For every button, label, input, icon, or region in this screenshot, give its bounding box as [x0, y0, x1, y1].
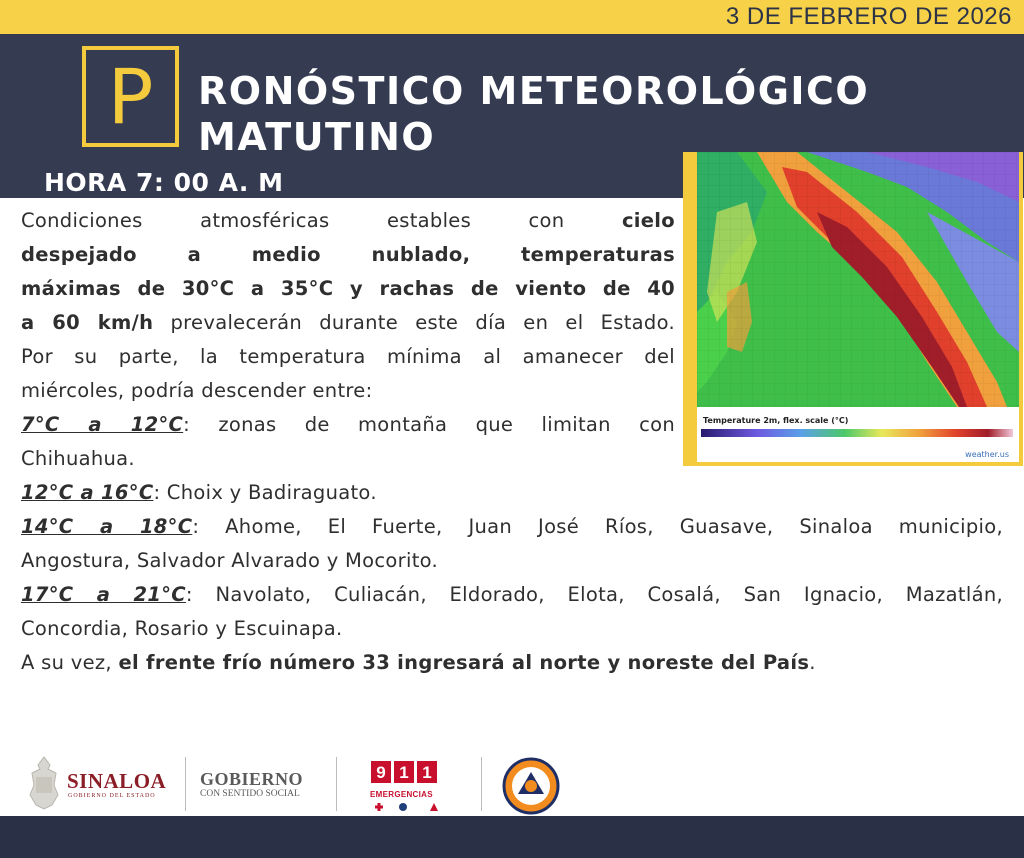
svg-text:1: 1 [399, 763, 409, 782]
map-legend-title: Temperature 2m, flex. scale (°C) [703, 416, 849, 425]
emergency-911-logo [371, 761, 439, 785]
temperature-range: 17°C a 21°C [21, 583, 186, 606]
page-title [198, 68, 869, 160]
range-line [21, 442, 1003, 476]
svg-text:9: 9 [376, 763, 386, 782]
text-run-bold: despejado a medio nublado, temperaturas [21, 243, 675, 266]
gobierno-logo-subtitle: CON SENTIDO SOCIAL [200, 789, 300, 799]
text-run-bold: máximas de 30°C a 35°C y rachas de viento de 40 [21, 277, 675, 300]
forecast-line [21, 374, 1003, 408]
logo-divider [481, 757, 482, 811]
range-line [21, 544, 1003, 578]
closing-line [21, 646, 1003, 680]
report-date: 3 DE FEBRERO DE 2026 [725, 3, 1012, 30]
temperature-range: 12°C a 16°C [21, 481, 154, 504]
range-zones: : Ahome, El Fuerte, Juan José Ríos, Guasave, Sinaloa municipio, [192, 515, 1003, 538]
range-line [21, 578, 1003, 612]
forecast-line [21, 204, 675, 238]
temperature-range: 7°C a 12°C [21, 413, 184, 436]
title-line-1: RONÓSTICO METEOROLÓGICO [198, 69, 870, 113]
range-line [21, 476, 1003, 510]
text-run-bold: cielo [621, 209, 675, 232]
forecast-line [21, 340, 675, 374]
range-line [21, 612, 1003, 646]
text-run-bold: a 60 km/h [21, 311, 154, 334]
range-zones: Chihuahua. [21, 447, 135, 470]
text-run: Por su parte, la temperatura mínima al amanecer del [21, 345, 675, 368]
gobierno-logo-text: GOBIERNO [200, 769, 304, 789]
temperature-range: 14°C a 18°C [21, 515, 193, 538]
text-run: prevalecerán durante este día en el Estado. [153, 311, 675, 334]
title-line-2: MATUTINO [198, 115, 436, 159]
range-zones: Angostura, Salvador Alvarado y Mocorito. [21, 549, 439, 572]
range-line [21, 408, 675, 442]
forecast-text [21, 204, 1003, 680]
range-zones: : Navolato, Culiacán, Eldorado, Elota, Cosalá, San Ignacio, Mazatlán, [185, 583, 1003, 606]
sinaloa-logo-subtitle: GOBIERNO DEL ESTADO [68, 793, 156, 799]
forecast-line [21, 306, 675, 340]
emergency-label: EMERGENCIAS [370, 790, 433, 799]
range-line [21, 510, 1003, 544]
forecast-time: HORA 7: 00 A. M [44, 168, 284, 197]
title-initial: P [107, 51, 154, 141]
forecast-line [21, 272, 675, 306]
text-run-bold: el frente frío número 33 ingresará al norte y noreste del País [118, 651, 810, 674]
text-run: . [809, 651, 816, 674]
state-shield-icon [26, 755, 62, 811]
range-zones: : zonas de montaña que limitan con [183, 413, 676, 436]
logo-divider [336, 757, 337, 811]
emergency-services-icons [372, 801, 440, 813]
range-zones: : Choix y Badiraguato. [153, 481, 377, 504]
top-date-bar [0, 0, 1024, 34]
footer-bar [0, 816, 1024, 858]
sinaloa-logo-text: SINALOA [67, 769, 167, 793]
svg-text:1: 1 [422, 763, 432, 782]
text-run: miércoles, podría descender entre: [21, 379, 373, 402]
range-zones: Concordia, Rosario y Escuinapa. [21, 617, 343, 640]
footer-logos [0, 745, 1024, 815]
forecast-line [21, 238, 675, 272]
civil-protection-icon [502, 757, 560, 815]
text-run: A su vez, [21, 651, 119, 674]
logo-divider [185, 757, 186, 811]
title-initial-box [82, 46, 179, 147]
map-brand: weather.us [965, 450, 1009, 459]
text-run: Condiciones atmosféricas estables con [21, 209, 622, 232]
